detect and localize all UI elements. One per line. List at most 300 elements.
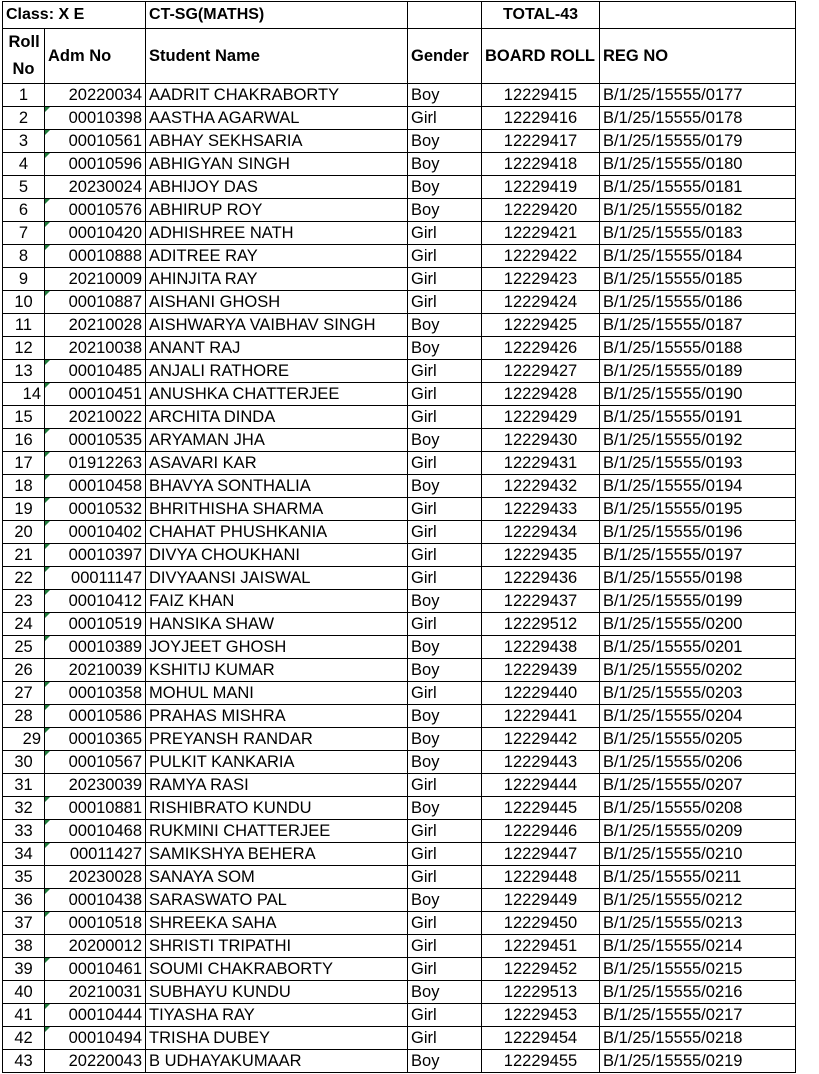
cell-roll-no[interactable]: 15: [3, 406, 45, 429]
cell-student-name[interactable]: FAIZ KHAN: [146, 590, 408, 613]
cell-roll-no[interactable]: 11: [3, 314, 45, 337]
cell-student-name[interactable]: RAMYA RASI: [146, 774, 408, 797]
cell-adm-no[interactable]: 00010358: [45, 682, 146, 705]
cell-adm-no[interactable]: 00010535: [45, 429, 146, 452]
cell-student-name[interactable]: MOHUL MANI: [146, 682, 408, 705]
cell-board-roll[interactable]: 12229451: [482, 935, 600, 958]
cell-student-name[interactable]: ANUSHKA CHATTERJEE: [146, 383, 408, 406]
cell-reg-no[interactable]: B/1/25/15555/0190: [600, 383, 796, 406]
cell-board-roll[interactable]: 12229433: [482, 498, 600, 521]
cell-board-roll[interactable]: 12229435: [482, 544, 600, 567]
cell-student-name[interactable]: ARCHITA DINDA: [146, 406, 408, 429]
cell-roll-no[interactable]: 28: [3, 705, 45, 728]
cell-reg-no[interactable]: B/1/25/15555/0181: [600, 176, 796, 199]
cell-student-name[interactable]: ASAVARI KAR: [146, 452, 408, 475]
cell-gender[interactable]: Boy: [408, 84, 482, 107]
cell-reg-no[interactable]: B/1/25/15555/0177: [600, 84, 796, 107]
header-gender[interactable]: Gender: [408, 29, 482, 84]
cell-adm-no[interactable]: 00010444: [45, 1004, 146, 1027]
empty-title-cell[interactable]: [408, 2, 482, 29]
total-label[interactable]: TOTAL-43: [482, 2, 600, 29]
student-list-table: [2, 1, 796, 1073]
cell-student-name[interactable]: KSHITIJ KUMAR: [146, 659, 408, 682]
cell-gender[interactable]: Girl: [408, 682, 482, 705]
cell-gender[interactable]: Girl: [408, 452, 482, 475]
cell-adm-no[interactable]: 00010397: [45, 544, 146, 567]
cell-student-name[interactable]: B UDHAYAKUMAAR: [146, 1050, 408, 1073]
cell-student-name[interactable]: SHREEKA SAHA: [146, 912, 408, 935]
table-row: [3, 797, 796, 820]
table-row: [3, 498, 796, 521]
column-header-row: [3, 29, 796, 84]
cell-reg-no[interactable]: B/1/25/15555/0198: [600, 567, 796, 590]
cell-board-roll[interactable]: 12229513: [482, 981, 600, 1004]
cell-gender[interactable]: Girl: [408, 774, 482, 797]
cell-board-roll[interactable]: 12229428: [482, 383, 600, 406]
cell-board-roll[interactable]: 12229419: [482, 176, 600, 199]
cell-board-roll[interactable]: 12229512: [482, 613, 600, 636]
cell-student-name[interactable]: PULKIT KANKARIA: [146, 751, 408, 774]
cell-student-name[interactable]: AISHANI GHOSH: [146, 291, 408, 314]
cell-board-roll[interactable]: 12229445: [482, 797, 600, 820]
cell-reg-no[interactable]: B/1/25/15555/0195: [600, 498, 796, 521]
cell-adm-no[interactable]: 00010532: [45, 498, 146, 521]
cell-adm-no[interactable]: 00011147: [45, 567, 146, 590]
table-row: [3, 912, 796, 935]
cell-board-roll[interactable]: 12229432: [482, 475, 600, 498]
cell-student-name[interactable]: AHINJITA RAY: [146, 268, 408, 291]
cell-roll-no[interactable]: 1: [3, 84, 45, 107]
cell-board-roll[interactable]: 12229439: [482, 659, 600, 682]
cell-roll-no[interactable]: 41: [3, 1004, 45, 1027]
cell-student-name[interactable]: CHAHAT PHUSHKANIA: [146, 521, 408, 544]
cell-board-roll[interactable]: 12229429: [482, 406, 600, 429]
cell-reg-no[interactable]: B/1/25/15555/0209: [600, 820, 796, 843]
table-row: [3, 268, 796, 291]
cell-adm-no[interactable]: 20210028: [45, 314, 146, 337]
cell-reg-no[interactable]: B/1/25/15555/0183: [600, 222, 796, 245]
cell-reg-no[interactable]: B/1/25/15555/0192: [600, 429, 796, 452]
cell-reg-no[interactable]: B/1/25/15555/0207: [600, 774, 796, 797]
cell-gender[interactable]: Boy: [408, 889, 482, 912]
cell-gender[interactable]: Girl: [408, 291, 482, 314]
cell-board-roll[interactable]: 12229418: [482, 153, 600, 176]
cell-adm-no[interactable]: 00010881: [45, 797, 146, 820]
cell-adm-no[interactable]: 00010458: [45, 475, 146, 498]
cell-reg-no[interactable]: B/1/25/15555/0186: [600, 291, 796, 314]
cell-gender[interactable]: Boy: [408, 153, 482, 176]
cell-gender[interactable]: Boy: [408, 130, 482, 153]
cell-roll-no[interactable]: 27: [3, 682, 45, 705]
cell-student-name[interactable]: ANJALI RATHORE: [146, 360, 408, 383]
header-roll-no[interactable]: [3, 29, 45, 84]
cell-adm-no[interactable]: 20210022: [45, 406, 146, 429]
cell-reg-no[interactable]: B/1/25/15555/0214: [600, 935, 796, 958]
cell-reg-no[interactable]: B/1/25/15555/0178: [600, 107, 796, 130]
cell-gender[interactable]: Girl: [408, 843, 482, 866]
cell-adm-no[interactable]: 00010888: [45, 245, 146, 268]
table-row: [3, 958, 796, 981]
cell-reg-no[interactable]: B/1/25/15555/0215: [600, 958, 796, 981]
cell-student-name[interactable]: PREYANSH RANDAR: [146, 728, 408, 751]
cell-adm-no[interactable]: 00010412: [45, 590, 146, 613]
cell-reg-no[interactable]: B/1/25/15555/0203: [600, 682, 796, 705]
cell-roll-no[interactable]: 30: [3, 751, 45, 774]
table-row: [3, 774, 796, 797]
cell-board-roll[interactable]: 12229436: [482, 567, 600, 590]
cell-gender[interactable]: Girl: [408, 912, 482, 935]
cell-adm-no[interactable]: 20230039: [45, 774, 146, 797]
cell-student-name[interactable]: SAMIKSHYA BEHERA: [146, 843, 408, 866]
cell-board-roll[interactable]: 12229438: [482, 636, 600, 659]
cell-reg-no[interactable]: B/1/25/15555/0184: [600, 245, 796, 268]
cell-adm-no[interactable]: 00010365: [45, 728, 146, 751]
cell-board-roll[interactable]: 12229452: [482, 958, 600, 981]
cell-board-roll[interactable]: 12229441: [482, 705, 600, 728]
cell-adm-no[interactable]: 00010518: [45, 912, 146, 935]
cell-roll-no[interactable]: 37: [3, 912, 45, 935]
cell-reg-no[interactable]: B/1/25/15555/0188: [600, 337, 796, 360]
cell-student-name[interactable]: BHRITHISHA SHARMA: [146, 498, 408, 521]
table-row: [3, 636, 796, 659]
cell-student-name[interactable]: ABHIGYAN SINGH: [146, 153, 408, 176]
cell-adm-no[interactable]: 00010402: [45, 521, 146, 544]
cell-adm-no[interactable]: 00010461: [45, 958, 146, 981]
cell-reg-no[interactable]: B/1/25/15555/0217: [600, 1004, 796, 1027]
cell-student-name[interactable]: SUBHAYU KUNDU: [146, 981, 408, 1004]
table-row: [3, 1050, 796, 1073]
table-row: [3, 199, 796, 222]
cell-student-name[interactable]: RISHIBRATO KUNDU: [146, 797, 408, 820]
cell-adm-no[interactable]: 00011427: [45, 843, 146, 866]
cell-reg-no[interactable]: B/1/25/15555/0182: [600, 199, 796, 222]
cell-board-roll[interactable]: 12229416: [482, 107, 600, 130]
cell-roll-no[interactable]: 12: [3, 337, 45, 360]
cell-reg-no[interactable]: B/1/25/15555/0211: [600, 866, 796, 889]
cell-student-name[interactable]: ABHIRUP ROY: [146, 199, 408, 222]
cell-reg-no[interactable]: B/1/25/15555/0193: [600, 452, 796, 475]
cell-gender[interactable]: Boy: [408, 751, 482, 774]
cell-gender[interactable]: Boy: [408, 797, 482, 820]
cell-roll-no[interactable]: 8: [3, 245, 45, 268]
cell-roll-no[interactable]: 2: [3, 107, 45, 130]
subject-label[interactable]: CT-SG(MATHS): [146, 2, 408, 29]
table-row: [3, 406, 796, 429]
cell-board-roll[interactable]: 12229447: [482, 843, 600, 866]
cell-gender[interactable]: Boy: [408, 636, 482, 659]
cell-gender[interactable]: Boy: [408, 429, 482, 452]
cell-reg-no[interactable]: B/1/25/15555/0219: [600, 1050, 796, 1073]
table-row: [3, 751, 796, 774]
cell-adm-no[interactable]: 00010494: [45, 1027, 146, 1050]
cell-board-roll[interactable]: 12229450: [482, 912, 600, 935]
cell-student-name[interactable]: DIVYAANSI JAISWAL: [146, 567, 408, 590]
cell-student-name[interactable]: SOUMI CHAKRABORTY: [146, 958, 408, 981]
table-row: [3, 590, 796, 613]
table-row: [3, 153, 796, 176]
cell-roll-no[interactable]: 36: [3, 889, 45, 912]
table-row: [3, 130, 796, 153]
table-row: [3, 107, 796, 130]
cell-gender[interactable]: Boy: [408, 314, 482, 337]
cell-adm-no[interactable]: 20210031: [45, 981, 146, 1004]
cell-reg-no[interactable]: B/1/25/15555/0201: [600, 636, 796, 659]
cell-adm-no[interactable]: 00010451: [45, 383, 146, 406]
table-row: [3, 1027, 796, 1050]
cell-adm-no[interactable]: 20230028: [45, 866, 146, 889]
cell-gender[interactable]: Girl: [408, 245, 482, 268]
cell-student-name[interactable]: ANANT RAJ: [146, 337, 408, 360]
cell-roll-no[interactable]: 26: [3, 659, 45, 682]
cell-reg-no[interactable]: B/1/25/15555/0191: [600, 406, 796, 429]
cell-adm-no[interactable]: 00010586: [45, 705, 146, 728]
cell-roll-no[interactable]: 35: [3, 866, 45, 889]
cell-student-name[interactable]: PRAHAS MISHRA: [146, 705, 408, 728]
cell-board-roll[interactable]: 12229422: [482, 245, 600, 268]
cell-reg-no[interactable]: B/1/25/15555/0189: [600, 360, 796, 383]
cell-gender[interactable]: Girl: [408, 544, 482, 567]
header-board-roll[interactable]: BOARD ROLL: [482, 29, 600, 84]
cell-gender[interactable]: Girl: [408, 1027, 482, 1050]
cell-roll-no[interactable]: 39: [3, 958, 45, 981]
cell-gender[interactable]: Girl: [408, 222, 482, 245]
cell-adm-no[interactable]: 00010389: [45, 636, 146, 659]
cell-roll-no[interactable]: 7: [3, 222, 45, 245]
cell-board-roll[interactable]: 12229443: [482, 751, 600, 774]
header-reg-no[interactable]: REG NO: [600, 29, 796, 84]
cell-board-roll[interactable]: 12229431: [482, 452, 600, 475]
cell-roll-no[interactable]: 4: [3, 153, 45, 176]
cell-adm-no[interactable]: 00010576: [45, 199, 146, 222]
cell-roll-no[interactable]: 43: [3, 1050, 45, 1073]
cell-roll-no[interactable]: 14: [3, 383, 45, 406]
cell-gender[interactable]: Girl: [408, 521, 482, 544]
cell-board-roll[interactable]: 12229421: [482, 222, 600, 245]
cell-gender[interactable]: Girl: [408, 613, 482, 636]
cell-gender[interactable]: Girl: [408, 820, 482, 843]
cell-student-name[interactable]: TRISHA DUBEY: [146, 1027, 408, 1050]
cell-adm-no[interactable]: 00010567: [45, 751, 146, 774]
cell-student-name[interactable]: HANSIKA SHAW: [146, 613, 408, 636]
cell-roll-no[interactable]: 5: [3, 176, 45, 199]
cell-roll-no[interactable]: 24: [3, 613, 45, 636]
cell-roll-no[interactable]: 38: [3, 935, 45, 958]
cell-roll-no[interactable]: 31: [3, 774, 45, 797]
cell-adm-no[interactable]: 00010887: [45, 291, 146, 314]
table-row: [3, 452, 796, 475]
cell-reg-no[interactable]: B/1/25/15555/0213: [600, 912, 796, 935]
table-row: [3, 383, 796, 406]
cell-board-roll[interactable]: 12229444: [482, 774, 600, 797]
cell-board-roll[interactable]: 12229415: [482, 84, 600, 107]
cell-board-roll[interactable]: 12229453: [482, 1004, 600, 1027]
cell-roll-no[interactable]: 6: [3, 199, 45, 222]
cell-roll-no[interactable]: 32: [3, 797, 45, 820]
cell-gender[interactable]: Girl: [408, 866, 482, 889]
cell-gender[interactable]: Girl: [408, 268, 482, 291]
cell-board-roll[interactable]: 12229434: [482, 521, 600, 544]
cell-roll-no[interactable]: 33: [3, 820, 45, 843]
table-row: [3, 360, 796, 383]
cell-board-roll[interactable]: 12229437: [482, 590, 600, 613]
cell-reg-no[interactable]: B/1/25/15555/0179: [600, 130, 796, 153]
cell-adm-no[interactable]: 00010485: [45, 360, 146, 383]
cell-gender[interactable]: Boy: [408, 1050, 482, 1073]
cell-gender[interactable]: Girl: [408, 958, 482, 981]
cell-reg-no[interactable]: B/1/25/15555/0185: [600, 268, 796, 291]
cell-student-name[interactable]: JOYJEET GHOSH: [146, 636, 408, 659]
sheet-title-row: [3, 2, 796, 29]
cell-student-name[interactable]: SHRISTI TRIPATHI: [146, 935, 408, 958]
cell-roll-no[interactable]: 13: [3, 360, 45, 383]
cell-reg-no[interactable]: B/1/25/15555/0205: [600, 728, 796, 751]
cell-adm-no[interactable]: 00010468: [45, 820, 146, 843]
cell-board-roll[interactable]: 12229440: [482, 682, 600, 705]
cell-board-roll[interactable]: 12229449: [482, 889, 600, 912]
cell-gender[interactable]: Girl: [408, 498, 482, 521]
cell-roll-no[interactable]: 23: [3, 590, 45, 613]
cell-student-name[interactable]: ADHISHREE NATH: [146, 222, 408, 245]
cell-adm-no[interactable]: 00010438: [45, 889, 146, 912]
cell-adm-no[interactable]: 00010398: [45, 107, 146, 130]
cell-board-roll[interactable]: 12229425: [482, 314, 600, 337]
cell-student-name[interactable]: ARYAMAN JHA: [146, 429, 408, 452]
cell-gender[interactable]: Boy: [408, 659, 482, 682]
cell-student-name[interactable]: SARASWATO PAL: [146, 889, 408, 912]
cell-reg-no[interactable]: B/1/25/15555/0206: [600, 751, 796, 774]
cell-student-name[interactable]: BHAVYA SONTHALIA: [146, 475, 408, 498]
cell-adm-no[interactable]: 00010561: [45, 130, 146, 153]
cell-reg-no[interactable]: B/1/25/15555/0199: [600, 590, 796, 613]
cell-student-name[interactable]: ABHIJOY DAS: [146, 176, 408, 199]
cell-roll-no[interactable]: 18: [3, 475, 45, 498]
cell-gender[interactable]: Boy: [408, 705, 482, 728]
cell-board-roll[interactable]: 12229455: [482, 1050, 600, 1073]
table-row: [3, 567, 796, 590]
header-adm-no[interactable]: Adm No: [45, 29, 146, 84]
cell-board-roll[interactable]: 12229417: [482, 130, 600, 153]
table-row: [3, 337, 796, 360]
cell-board-roll[interactable]: 12229424: [482, 291, 600, 314]
cell-reg-no[interactable]: B/1/25/15555/0196: [600, 521, 796, 544]
table-row: [3, 475, 796, 498]
cell-adm-no[interactable]: 20230024: [45, 176, 146, 199]
cell-gender[interactable]: Girl: [408, 383, 482, 406]
cell-reg-no[interactable]: B/1/25/15555/0202: [600, 659, 796, 682]
cell-gender[interactable]: Boy: [408, 590, 482, 613]
cell-board-roll[interactable]: 12229423: [482, 268, 600, 291]
cell-roll-no[interactable]: 16: [3, 429, 45, 452]
table-row: [3, 429, 796, 452]
cell-roll-no[interactable]: 19: [3, 498, 45, 521]
cell-adm-no[interactable]: 00010519: [45, 613, 146, 636]
cell-board-roll[interactable]: 12229448: [482, 866, 600, 889]
cell-roll-no[interactable]: 40: [3, 981, 45, 1004]
cell-gender[interactable]: Girl: [408, 1004, 482, 1027]
cell-gender[interactable]: Girl: [408, 107, 482, 130]
cell-gender[interactable]: Girl: [408, 360, 482, 383]
cell-roll-no[interactable]: 3: [3, 130, 45, 153]
cell-gender[interactable]: Boy: [408, 981, 482, 1004]
cell-student-name[interactable]: ABHAY SEKHSARIA: [146, 130, 408, 153]
cell-reg-no[interactable]: B/1/25/15555/0194: [600, 475, 796, 498]
cell-student-name[interactable]: SANAYA SOM: [146, 866, 408, 889]
cell-board-roll[interactable]: 12229454: [482, 1027, 600, 1050]
cell-student-name[interactable]: ADITREE RAY: [146, 245, 408, 268]
cell-reg-no[interactable]: B/1/25/15555/0212: [600, 889, 796, 912]
cell-gender[interactable]: Girl: [408, 935, 482, 958]
cell-board-roll[interactable]: 12229426: [482, 337, 600, 360]
cell-gender[interactable]: Boy: [408, 475, 482, 498]
cell-roll-no[interactable]: 42: [3, 1027, 45, 1050]
cell-roll-no[interactable]: 25: [3, 636, 45, 659]
cell-adm-no[interactable]: 20210009: [45, 268, 146, 291]
cell-roll-no[interactable]: 10: [3, 291, 45, 314]
cell-roll-no[interactable]: 34: [3, 843, 45, 866]
cell-roll-no[interactable]: 21: [3, 544, 45, 567]
cell-reg-no[interactable]: B/1/25/15555/0197: [600, 544, 796, 567]
cell-adm-no[interactable]: 00010596: [45, 153, 146, 176]
cell-reg-no[interactable]: B/1/25/15555/0210: [600, 843, 796, 866]
cell-gender[interactable]: Girl: [408, 406, 482, 429]
table-row: [3, 659, 796, 682]
cell-gender[interactable]: Boy: [408, 176, 482, 199]
table-row: [3, 314, 796, 337]
table-row: [3, 682, 796, 705]
cell-student-name[interactable]: AASTHA AGARWAL: [146, 107, 408, 130]
cell-roll-no[interactable]: 9: [3, 268, 45, 291]
cell-board-roll[interactable]: 12229427: [482, 360, 600, 383]
cell-student-name[interactable]: TIYASHA RAY: [146, 1004, 408, 1027]
table-row: [3, 889, 796, 912]
cell-student-name[interactable]: RUKMINI CHATTERJEE: [146, 820, 408, 843]
cell-student-name[interactable]: AADRIT CHAKRABORTY: [146, 84, 408, 107]
cell-reg-no[interactable]: B/1/25/15555/0200: [600, 613, 796, 636]
cell-board-roll[interactable]: 12229446: [482, 820, 600, 843]
cell-adm-no[interactable]: 20200012: [45, 935, 146, 958]
cell-adm-no[interactable]: 20210038: [45, 337, 146, 360]
class-label[interactable]: Class: X E: [3, 2, 146, 29]
cell-adm-no[interactable]: 20220043: [45, 1050, 146, 1073]
cell-reg-no[interactable]: B/1/25/15555/0187: [600, 314, 796, 337]
cell-roll-no[interactable]: 22: [3, 567, 45, 590]
cell-reg-no[interactable]: B/1/25/15555/0180: [600, 153, 796, 176]
cell-reg-no[interactable]: B/1/25/15555/0204: [600, 705, 796, 728]
cell-board-roll[interactable]: 12229430: [482, 429, 600, 452]
cell-reg-no[interactable]: B/1/25/15555/0218: [600, 1027, 796, 1050]
empty-title-cell[interactable]: [600, 2, 796, 29]
cell-roll-no[interactable]: 29: [3, 728, 45, 751]
cell-student-name[interactable]: AISHWARYA VAIBHAV SINGH: [146, 314, 408, 337]
cell-adm-no[interactable]: 20220034: [45, 84, 146, 107]
cell-adm-no[interactable]: 20210039: [45, 659, 146, 682]
header-student-name[interactable]: Student Name: [146, 29, 408, 84]
cell-gender[interactable]: Boy: [408, 199, 482, 222]
cell-gender[interactable]: Boy: [408, 728, 482, 751]
cell-board-roll[interactable]: 12229442: [482, 728, 600, 751]
cell-adm-no[interactable]: 01912263: [45, 452, 146, 475]
cell-adm-no[interactable]: 00010420: [45, 222, 146, 245]
cell-student-name[interactable]: DIVYA CHOUKHANI: [146, 544, 408, 567]
table-row: [3, 291, 796, 314]
cell-reg-no[interactable]: B/1/25/15555/0216: [600, 981, 796, 1004]
cell-gender[interactable]: Girl: [408, 567, 482, 590]
cell-reg-no[interactable]: B/1/25/15555/0208: [600, 797, 796, 820]
cell-board-roll[interactable]: 12229420: [482, 199, 600, 222]
cell-gender[interactable]: Boy: [408, 337, 482, 360]
cell-roll-no[interactable]: 20: [3, 521, 45, 544]
cell-roll-no[interactable]: 17: [3, 452, 45, 475]
